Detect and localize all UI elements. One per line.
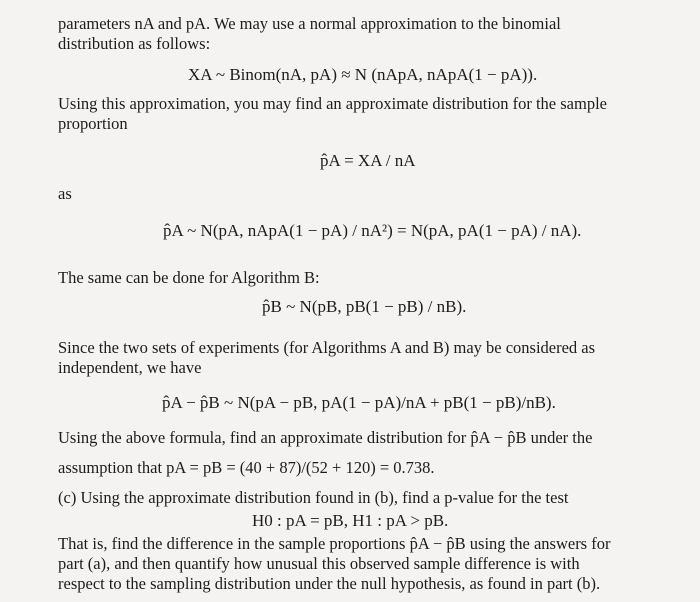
text-line-8: independent, we have	[58, 358, 202, 377]
text-line-1: parameters nA and pA. We may use a normal approximation to the binomial	[58, 14, 561, 33]
text-line-11: (c) Using the approximate distribution found in (b), find a p-value for the test	[58, 488, 569, 507]
text-line-9: Using the above formula, find an approximate distribution for p̂A − p̂B under the	[58, 428, 593, 447]
text-line-4: proportion	[58, 114, 128, 133]
text-line-7: Since the two sets of experiments (for Algorithms A and B) may be considered as	[58, 338, 596, 357]
text-line-3: Using this approximation, you may find an approximate distribution for the sample	[58, 94, 607, 113]
text-line-12: That is, find the difference in the sample proportions p̂A − p̂B using the answers for	[58, 534, 611, 553]
equation-distribution-a: p̂A ~ N(pA, nApA(1 − pA) / nA²) = N(pA, pA(1 − pA) / nA).	[163, 221, 582, 240]
text-line-5: as	[58, 184, 72, 203]
text-line-10: assumption that pA = pB = (40 + 87)/(52 + 120) = 0.738.	[58, 458, 435, 477]
equation-binomial: XA ~ Binom(nA, pA) ≈ N (nApA, nApA(1 − pA)).	[188, 65, 538, 84]
text-line-14: respect to the sampling distribution under the null hypothesis, as found in part (b).	[58, 574, 601, 593]
equation-distribution-b: p̂B ~ N(pB, pB(1 − pB) / nB).	[262, 297, 467, 316]
text-line-2: distribution as follows:	[58, 34, 211, 53]
equation-hypotheses: H0 : pA = pB, H1 : pA > pB.	[252, 511, 449, 530]
text-line-13: part (a), and then quantify how unusual this observed sample difference is with	[58, 554, 580, 573]
text-line-6: The same can be done for Algorithm B:	[58, 268, 320, 287]
equation-sample-proportion: p̂A = XA / nA	[320, 151, 416, 170]
equation-difference: p̂A − p̂B ~ N(pA − pB, pA(1 − pA)/nA + pB(1 − pB)/nB).	[162, 393, 556, 412]
